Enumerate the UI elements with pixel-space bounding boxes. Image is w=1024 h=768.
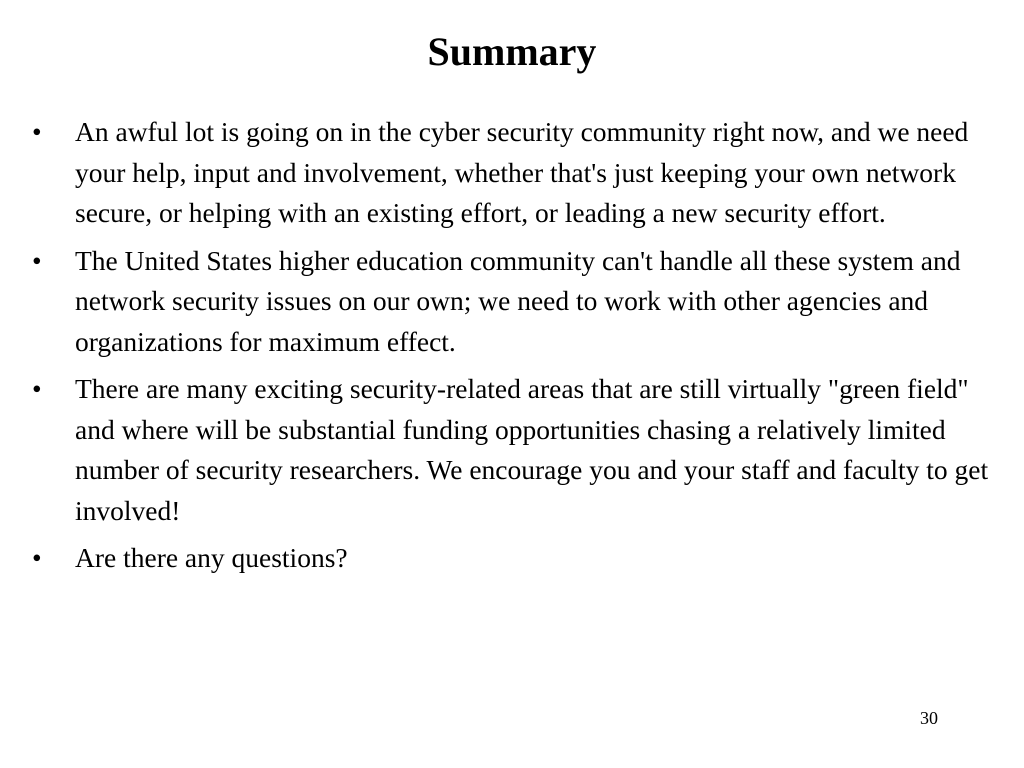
bullet-item <box>30 538 1000 579</box>
bullet-icon: • <box>32 542 42 573</box>
bullet-item <box>30 241 1000 363</box>
bullet-item <box>30 112 1000 234</box>
bullet-item <box>30 369 1000 531</box>
bullet-text: An awful lot is going on in the cyber security community right now, and we need your help, input and involvement, whether that's just keeping your own network secure, or helping with an existing effort, or leading a new security effort. <box>75 116 969 228</box>
bullet-text: The United States higher education community can't handle all these system and network security issues on our own; we need to work with other agencies and organizations for maximum effect. <box>75 244 961 357</box>
bullet-icon: • <box>32 244 42 276</box>
slide-title: Summary <box>427 29 597 74</box>
bullet-icon: • <box>32 373 42 404</box>
page-number: 30 <box>920 708 938 728</box>
bullet-text: There are many exciting security-related areas that are still virtually "green field" and where will be substantial funding opportunities chasing a relatively limited number of security researchers. We encourage you and your staff and faculty to get involved! <box>75 373 989 526</box>
bullet-text: Are there any questions? <box>75 542 348 573</box>
bullet-icon: • <box>32 116 42 147</box>
bullet-list <box>30 112 1000 586</box>
